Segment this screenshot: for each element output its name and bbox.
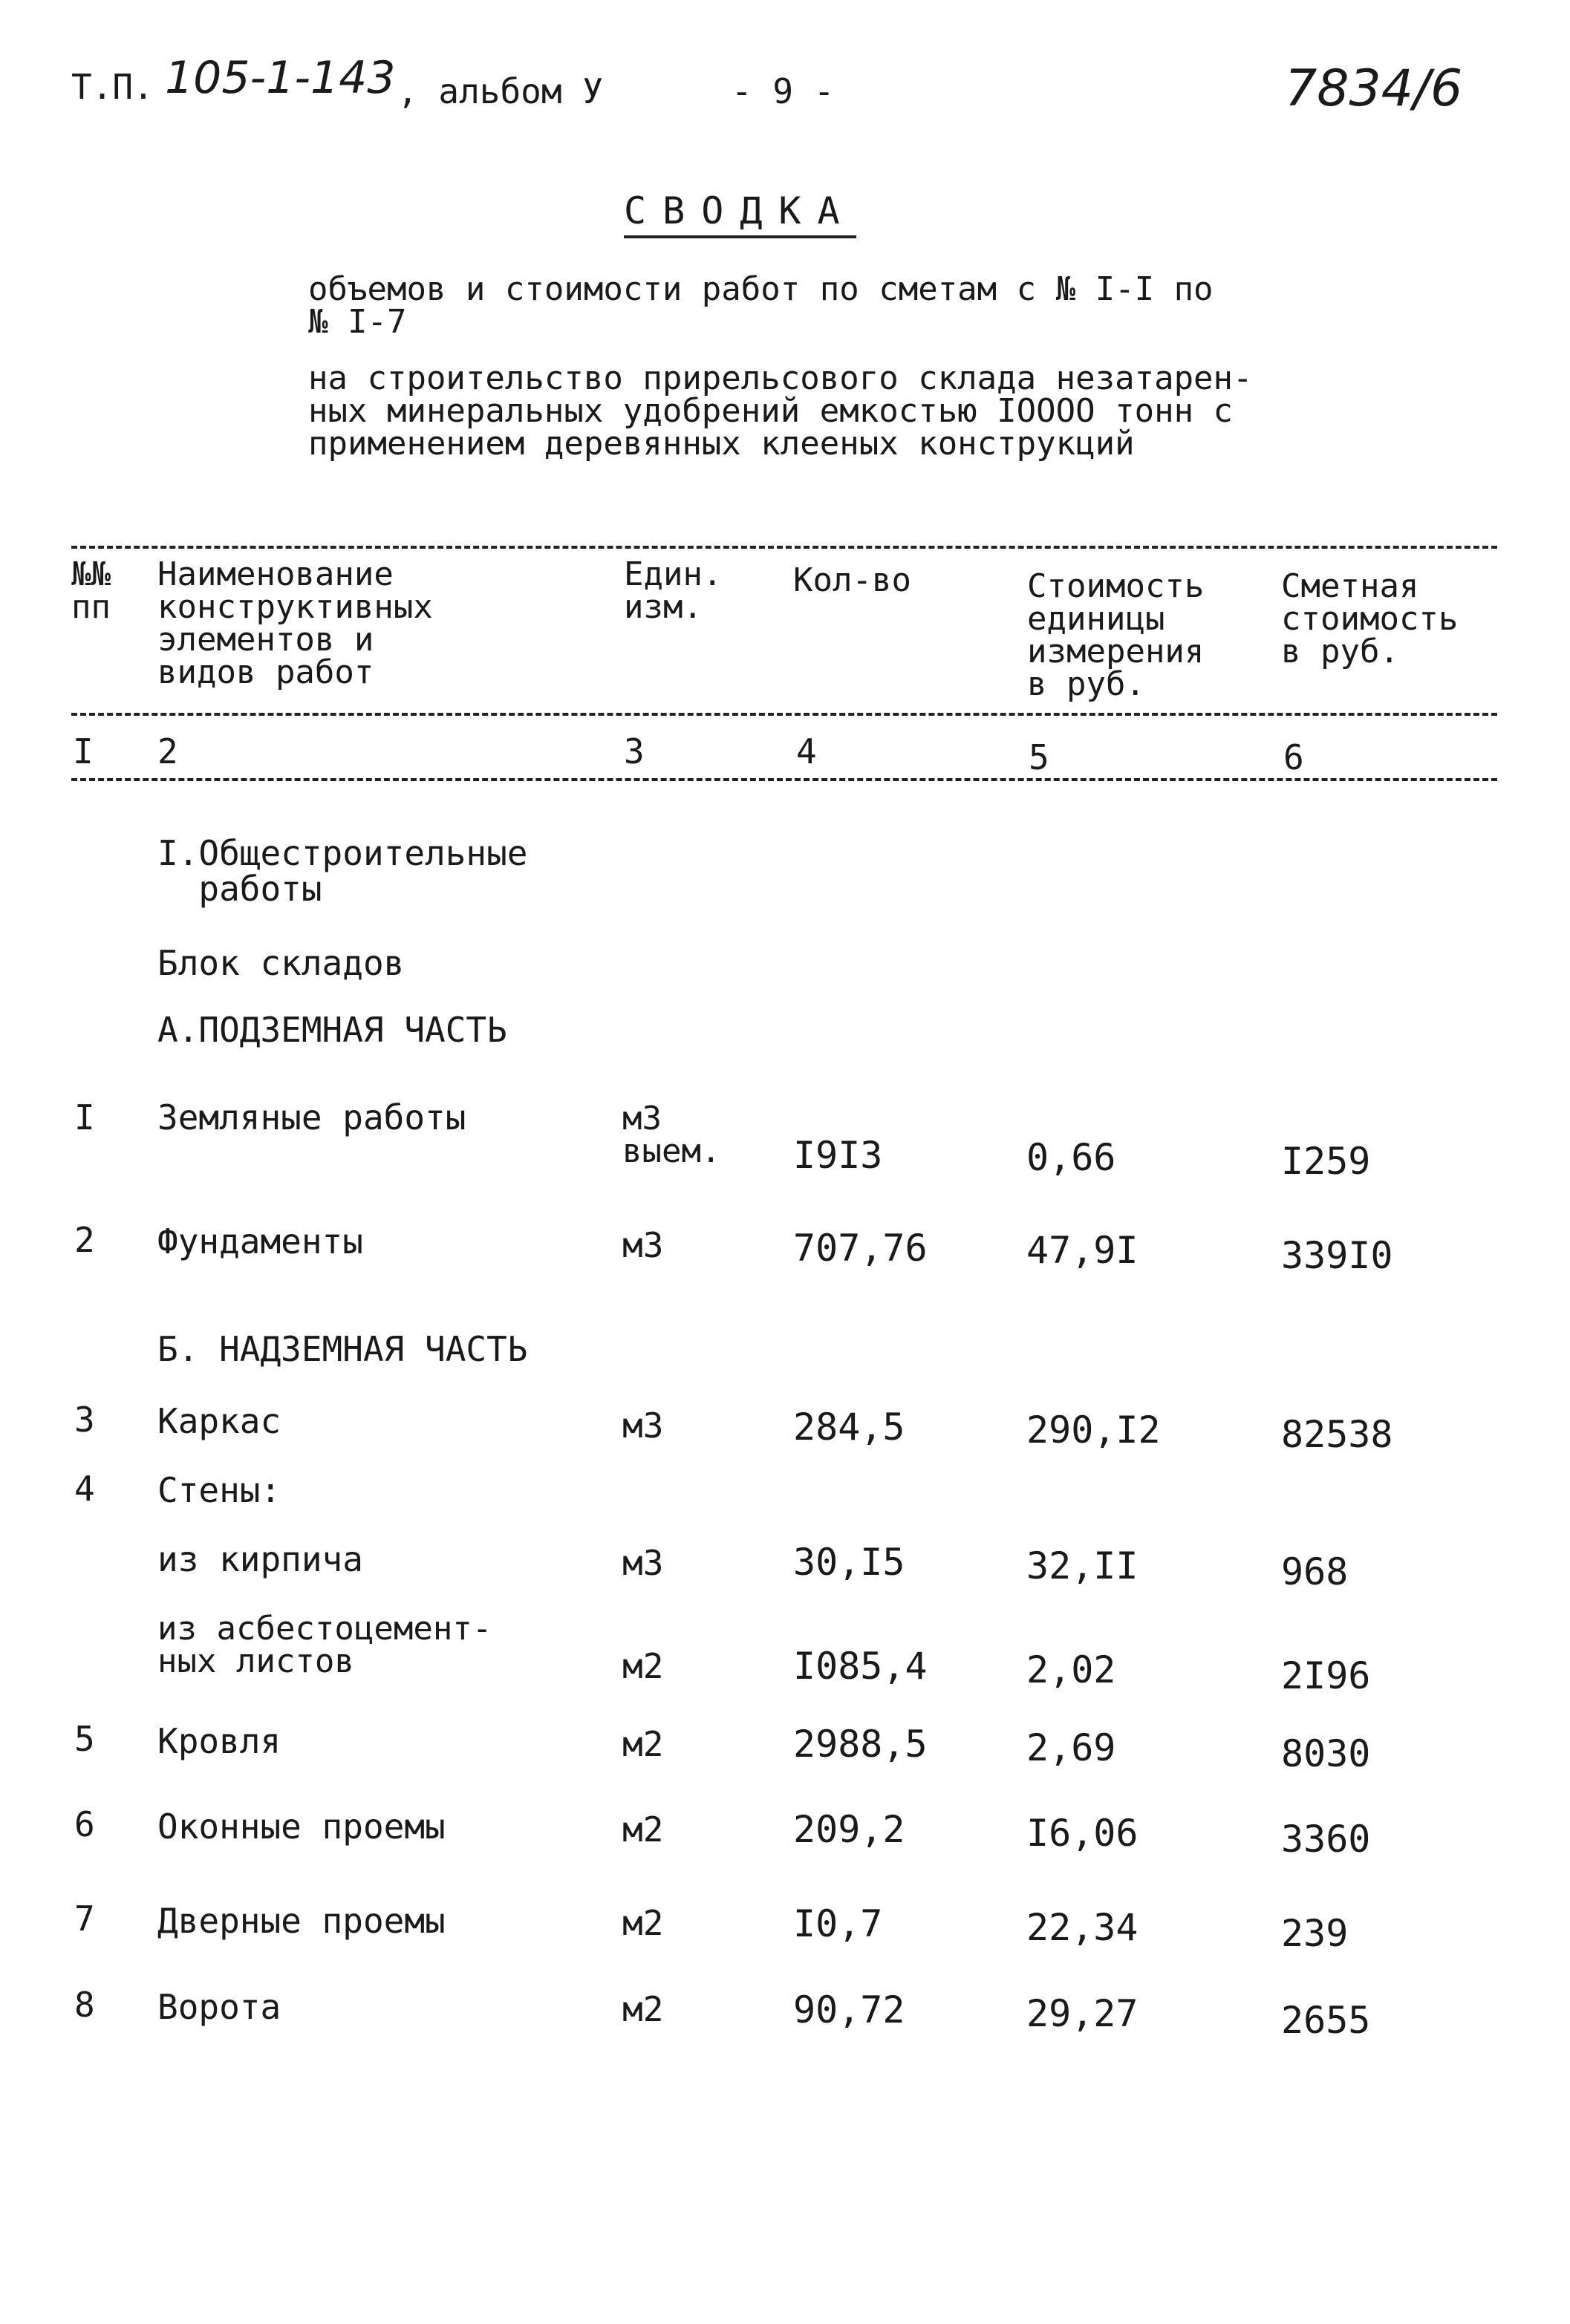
colnum-1: I [73, 731, 94, 771]
row-4a-qty: 30,I5 [793, 1541, 905, 1584]
header-num: №№ пп [71, 555, 111, 626]
row-6-num: 6 [74, 1804, 95, 1844]
row-5-name: Кровля [157, 1721, 281, 1761]
header-total: Сметная стоимость в руб. [1281, 567, 1459, 670]
row-4a-name: из кирпича [157, 1539, 363, 1579]
section-general-construction: I.Общестроительные работы [157, 833, 528, 909]
colnum-4: 4 [796, 731, 817, 771]
row-7-unit-cost: 22,34 [1026, 1906, 1139, 1949]
row-4b-unit: м2 [622, 1646, 664, 1686]
row-8-qty: 90,72 [793, 1988, 905, 2031]
row-6-qty: 209,2 [793, 1808, 905, 1851]
colnum-5: 5 [1029, 737, 1049, 777]
row-4a-total: 968 [1281, 1550, 1349, 1593]
row-5-qty: 2988,5 [793, 1723, 928, 1766]
row-7-total: 239 [1281, 1912, 1349, 1955]
row-2-total: 339I0 [1281, 1234, 1393, 1277]
row-4-name: Стены: [157, 1470, 281, 1510]
column-numbers-rule [71, 778, 1497, 781]
row-4a-unit-cost: 32,II [1026, 1544, 1139, 1587]
part-a-underground: А.ПОДЗЕМНАЯ ЧАСТЬ [157, 1010, 507, 1050]
colnum-6: 6 [1283, 737, 1304, 777]
row-2-qty: 707,76 [793, 1227, 928, 1270]
row-6-unit: м2 [622, 1809, 664, 1850]
page-title: СВОДКА [624, 189, 856, 238]
row-7-unit: м2 [622, 1903, 664, 1943]
header-unit: Един. изм. [624, 555, 723, 626]
row-5-unit: м2 [622, 1724, 664, 1764]
subtitle-scope: объемов и стоимости работ по сметам с № I-I по № I-7 [308, 270, 1214, 341]
tp-prefix: Т.П. [71, 67, 154, 107]
row-3-name: Каркас [157, 1401, 281, 1441]
row-7-qty: I0,7 [793, 1902, 883, 1945]
row-3-unit: м3 [622, 1406, 664, 1446]
block-warehouses: Блок складов [157, 943, 405, 983]
row-6-total: 3360 [1281, 1818, 1371, 1861]
row-1-total: I259 [1281, 1140, 1371, 1183]
row-3-qty: 284,5 [793, 1406, 905, 1449]
header-unit-cost: Стоимость единицы измерения в руб. [1027, 567, 1205, 703]
header-bottom-rule [71, 713, 1497, 716]
subtitle-object: на строительство прирельсового склада незатарен- ных минеральных удобрений емкостью IOOOO тонн с применением деревянных клееных конструкций [308, 359, 1253, 463]
colnum-3: 3 [624, 731, 645, 771]
row-1-unit: м3 выем. [622, 1100, 721, 1170]
row-4b-name: из асбестоцемент- ных листов [157, 1610, 492, 1680]
row-4b-qty: I085,4 [793, 1645, 928, 1688]
row-4b-unit-cost: 2,02 [1026, 1648, 1116, 1691]
page-number: - 9 - [732, 71, 835, 111]
row-2-name: Фундаменты [157, 1221, 363, 1261]
document-number: 7834/6 [1285, 59, 1463, 118]
album-label: , альбом У [397, 71, 603, 111]
row-1-unit-cost: 0,66 [1026, 1136, 1116, 1179]
row-2-unit: м3 [622, 1225, 664, 1265]
part-b-aboveground: Б. НАДЗЕМНАЯ ЧАСТЬ [157, 1329, 528, 1369]
header-qty: Кол-во [793, 561, 911, 599]
row-8-name: Ворота [157, 1987, 281, 2027]
row-5-total: 8030 [1281, 1732, 1371, 1775]
colnum-2: 2 [157, 731, 178, 771]
row-4-num: 4 [74, 1469, 95, 1509]
row-4a-unit: м3 [622, 1543, 664, 1583]
row-3-total: 82538 [1281, 1413, 1393, 1456]
row-5-num: 5 [74, 1719, 95, 1759]
row-3-num: 3 [74, 1400, 95, 1440]
row-1-name: Земляные работы [157, 1097, 466, 1137]
row-4b-total: 2I96 [1281, 1654, 1371, 1697]
row-5-unit-cost: 2,69 [1026, 1726, 1116, 1769]
row-8-unit-cost: 29,27 [1026, 1992, 1139, 2035]
header-name: Наименование конструктивных элементов и видов работ [157, 555, 433, 691]
row-8-unit: м2 [622, 1989, 664, 2029]
row-6-unit-cost: I6,06 [1026, 1812, 1139, 1855]
row-1-num: I [74, 1097, 95, 1137]
row-2-num: 2 [74, 1220, 95, 1260]
header-top-rule [71, 546, 1497, 549]
row-6-name: Оконные проемы [157, 1806, 446, 1847]
tp-number: 105-1-143 [165, 52, 396, 104]
row-8-total: 2655 [1281, 1999, 1371, 2042]
row-8-num: 8 [74, 1985, 95, 2025]
row-7-name: Дверные проемы [157, 1901, 446, 1941]
row-1-qty: I9I3 [793, 1134, 883, 1177]
row-7-num: 7 [74, 1899, 95, 1939]
row-3-unit-cost: 290,I2 [1026, 1409, 1161, 1452]
row-2-unit-cost: 47,9I [1026, 1229, 1139, 1272]
